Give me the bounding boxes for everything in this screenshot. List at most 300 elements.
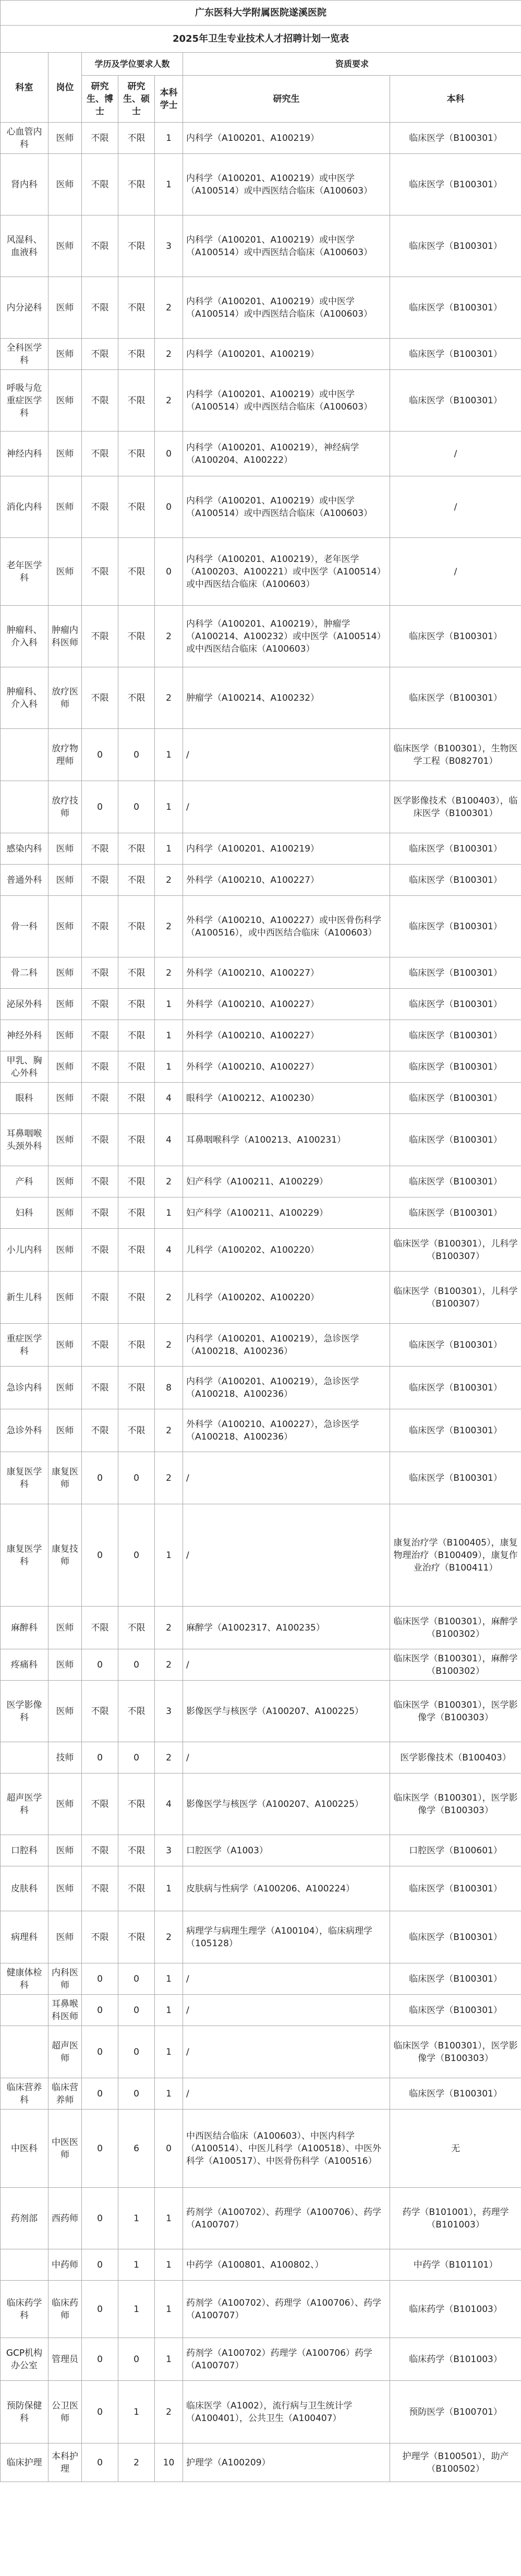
cell-bachelor: 1 bbox=[155, 2281, 183, 2338]
cell-grad-req: 中西医结合临床（A100603）、中医内科学（A100514）、中医儿科学（A100518）、中医外科学（A100517）、中医骨伤科学（A100516） bbox=[183, 2110, 390, 2188]
cell-phd: 0 bbox=[82, 729, 118, 781]
cell-grad-req: / bbox=[183, 729, 390, 781]
cell-post: 医师 bbox=[49, 1166, 82, 1197]
table-row bbox=[1, 2443, 521, 2482]
cell-post: 医师 bbox=[49, 1835, 82, 1866]
cell-master: 不限 bbox=[118, 896, 155, 957]
cell-ug-req: 临床医学（B100301） bbox=[390, 1367, 521, 1409]
cell-phd: 不限 bbox=[82, 1324, 118, 1367]
table-row bbox=[1, 2281, 521, 2338]
cell-phd: 0 bbox=[82, 2078, 118, 2110]
table-row bbox=[1, 1083, 521, 1114]
cell-grad-req: 内科学（A100201、A100219），急诊医学（A100218、A100236） bbox=[183, 1324, 390, 1367]
cell-bachelor: 1 bbox=[155, 2338, 183, 2381]
cell-post: 医师 bbox=[49, 1649, 82, 1681]
cell-post: 医师 bbox=[49, 865, 82, 896]
table-row bbox=[1, 1911, 521, 1963]
cell-master: 0 bbox=[118, 1649, 155, 1681]
cell-bachelor: 2 bbox=[155, 370, 183, 432]
cell-grad-req: 眼科学（A100212、A100230） bbox=[183, 1083, 390, 1114]
cell-phd: 不限 bbox=[82, 1051, 118, 1083]
cell-phd: 不限 bbox=[82, 1367, 118, 1409]
cell-master: 不限 bbox=[118, 1114, 155, 1166]
cell-master: 不限 bbox=[118, 989, 155, 1020]
cell-ug-req: 临床医学（B100301），医学影像学（B100303） bbox=[390, 1774, 521, 1835]
table-row bbox=[1, 833, 521, 865]
cell-grad-req: 药剂学（A100702）、药理学（A100706）、药学（A100707） bbox=[183, 2188, 390, 2249]
cell-grad-req: 内科学（A100201、A100219） bbox=[183, 833, 390, 865]
cell-post: 医师 bbox=[49, 1367, 82, 1409]
cell-grad-req: 内科学（A100201、A100219）或中医学（A100514）或中西医结合临床（A100603） bbox=[183, 154, 390, 215]
cell-ug-req: 临床医学（B100301），麻醉学（B100302） bbox=[390, 1649, 521, 1681]
cell-bachelor: 0 bbox=[155, 2110, 183, 2188]
table-row bbox=[1, 277, 521, 339]
cell-post: 医师 bbox=[49, 432, 82, 476]
cell-phd: 不限 bbox=[82, 476, 118, 538]
cell-bachelor: 1 bbox=[155, 1504, 183, 1607]
cell-ug-req: 临床医学（B100301） bbox=[390, 1963, 521, 1995]
cell-dept: 麻醉科 bbox=[1, 1607, 49, 1649]
cell-bachelor: 2 bbox=[155, 1452, 183, 1504]
cell-bachelor: 2 bbox=[155, 1166, 183, 1197]
cell-bachelor: 0 bbox=[155, 538, 183, 606]
cell-phd: 不限 bbox=[82, 957, 118, 989]
cell-master: 不限 bbox=[118, 154, 155, 215]
table-row bbox=[1, 2110, 521, 2188]
cell-phd: 不限 bbox=[82, 215, 118, 277]
cell-phd: 不限 bbox=[82, 339, 118, 370]
cell-master: 不限 bbox=[118, 277, 155, 339]
cell-master: 不限 bbox=[118, 957, 155, 989]
cell-post: 临床营养师 bbox=[49, 2078, 82, 2110]
page-title: 广东医科大学附属医院遂溪医院 bbox=[1, 1, 521, 26]
cell-master: 1 bbox=[118, 2249, 155, 2281]
cell-bachelor: 2 bbox=[155, 1911, 183, 1963]
table-row bbox=[1, 2078, 521, 2110]
cell-bachelor: 1 bbox=[155, 729, 183, 781]
cell-bachelor: 2 bbox=[155, 1649, 183, 1681]
cell-ug-req: 临床医学（B100301） bbox=[390, 154, 521, 215]
cell-grad-req: 儿科学（A100202、A100220） bbox=[183, 1272, 390, 1324]
cell-ug-req: 临床医学（B100301），生物医学工程（B082701） bbox=[390, 729, 521, 781]
cell-phd: 0 bbox=[82, 1452, 118, 1504]
cell-bachelor: 2 bbox=[155, 1272, 183, 1324]
cell-dept: 肾内科 bbox=[1, 154, 49, 215]
cell-grad-req: 药剂学（A100702）、药理学（A100706）、药学（A100707） bbox=[183, 2281, 390, 2338]
cell-grad-req: 肿瘤学（A100214、A100232） bbox=[183, 667, 390, 729]
header-dept: 科室 bbox=[1, 53, 49, 123]
cell-dept: 妇科 bbox=[1, 1197, 49, 1229]
cell-phd: 不限 bbox=[82, 1774, 118, 1835]
cell-post: 康复技师 bbox=[49, 1504, 82, 1607]
cell-dept: 肿瘤科、介入科 bbox=[1, 667, 49, 729]
cell-post: 医师 bbox=[49, 339, 82, 370]
cell-grad-req: / bbox=[183, 781, 390, 833]
cell-phd: 不限 bbox=[82, 989, 118, 1020]
cell-dept: 医学影像科 bbox=[1, 1681, 49, 1742]
cell-phd: 0 bbox=[82, 2381, 118, 2443]
cell-ug-req: 中药学（B101101） bbox=[390, 2249, 521, 2281]
cell-master: 不限 bbox=[118, 538, 155, 606]
cell-phd: 不限 bbox=[82, 1083, 118, 1114]
cell-post: 公卫医师 bbox=[49, 2381, 82, 2443]
cell-bachelor: 1 bbox=[155, 123, 183, 154]
cell-dept: 小儿内科 bbox=[1, 1229, 49, 1272]
cell-dept: 急诊内科 bbox=[1, 1367, 49, 1409]
cell-grad-req: 内科学（A100201、A100219）或中医学（A100514）或中西医结合临床（A100603） bbox=[183, 215, 390, 277]
cell-phd: 不限 bbox=[82, 1166, 118, 1197]
cell-master: 0 bbox=[118, 2338, 155, 2381]
cell-grad-req: 病理学与病理生理学（A100104），临床病理学（105128） bbox=[183, 1911, 390, 1963]
table-row bbox=[1, 896, 521, 957]
cell-master: 0 bbox=[118, 1452, 155, 1504]
table-row bbox=[1, 1504, 521, 1607]
cell-post: 医师 bbox=[49, 1229, 82, 1272]
cell-phd: 0 bbox=[82, 2026, 118, 2078]
cell-grad-req: 儿科学（A100202、A100220） bbox=[183, 1229, 390, 1272]
cell-phd: 不限 bbox=[82, 1197, 118, 1229]
table-row bbox=[1, 1774, 521, 1835]
cell-dept: 消化内科 bbox=[1, 476, 49, 538]
cell-bachelor: 1 bbox=[155, 1197, 183, 1229]
cell-ug-req: 临床医学（B100301） bbox=[390, 865, 521, 896]
cell-post: 医师 bbox=[49, 1272, 82, 1324]
cell-bachelor: 4 bbox=[155, 1774, 183, 1835]
cell-master: 不限 bbox=[118, 339, 155, 370]
cell-grad-req: 外科学（A100210、A100227） bbox=[183, 865, 390, 896]
cell-post: 放疗医师 bbox=[49, 667, 82, 729]
cell-phd: 不限 bbox=[82, 1409, 118, 1452]
cell-grad-req: 妇产科学（A100211、A100229） bbox=[183, 1197, 390, 1229]
cell-master: 0 bbox=[118, 729, 155, 781]
cell-master: 不限 bbox=[118, 1607, 155, 1649]
cell-post: 中药师 bbox=[49, 2249, 82, 2281]
cell-master: 不限 bbox=[118, 1197, 155, 1229]
cell-grad-req: 内科学（A100201、A100219）或中医学（A100514）或中西医结合临床（A100603） bbox=[183, 370, 390, 432]
cell-grad-req: / bbox=[183, 2078, 390, 2110]
cell-dept: 临床营养科 bbox=[1, 2078, 49, 2110]
cell-post: 技师 bbox=[49, 1742, 82, 1774]
cell-phd: 不限 bbox=[82, 370, 118, 432]
cell-grad-req: 内科学（A100201、A100219），老年医学（A100203、A100221）或中医学（A100514）或中西医结合临床（A100603） bbox=[183, 538, 390, 606]
cell-bachelor: 2 bbox=[155, 1409, 183, 1452]
cell-post: 医师 bbox=[49, 538, 82, 606]
cell-master: 0 bbox=[118, 781, 155, 833]
cell-bachelor: 2 bbox=[155, 339, 183, 370]
cell-ug-req: 临床医学（B100301），麻醉学（B100302） bbox=[390, 1607, 521, 1649]
cell-dept: 老年医学科 bbox=[1, 538, 49, 606]
table-row bbox=[1, 538, 521, 606]
cell-bachelor: 2 bbox=[155, 896, 183, 957]
cell-dept: 中医科 bbox=[1, 2110, 49, 2188]
cell-phd: 不限 bbox=[82, 123, 118, 154]
table-row bbox=[1, 1272, 521, 1324]
cell-grad-req: 内科学（A100201、A100219）或中医学（A100514）或中西医结合临床（A100603） bbox=[183, 277, 390, 339]
cell-grad-req: 影像医学与核医学（A100207、A100225） bbox=[183, 1774, 390, 1835]
cell-post: 管理员 bbox=[49, 2338, 82, 2381]
table-row bbox=[1, 123, 521, 154]
cell-master: 0 bbox=[118, 2026, 155, 2078]
cell-bachelor: 0 bbox=[155, 476, 183, 538]
cell-dept: 康复医学科 bbox=[1, 1504, 49, 1607]
cell-post: 本科护理 bbox=[49, 2443, 82, 2482]
cell-master: 不限 bbox=[118, 123, 155, 154]
cell-bachelor: 3 bbox=[155, 215, 183, 277]
cell-bachelor: 1 bbox=[155, 1866, 183, 1911]
table-row bbox=[1, 1963, 521, 1995]
cell-bachelor: 2 bbox=[155, 277, 183, 339]
cell-ug-req: 临床医学（B100301） bbox=[390, 1866, 521, 1911]
cell-phd: 不限 bbox=[82, 1607, 118, 1649]
cell-phd: 0 bbox=[82, 781, 118, 833]
cell-dept: 耳鼻咽喉头颈外科 bbox=[1, 1114, 49, 1166]
table-row bbox=[1, 1742, 521, 1774]
cell-dept: 健康体检科 bbox=[1, 1963, 49, 1995]
cell-post: 耳鼻喉科医师 bbox=[49, 1995, 82, 2026]
cell-phd: 0 bbox=[82, 1504, 118, 1607]
table-row bbox=[1, 989, 521, 1020]
cell-master: 不限 bbox=[118, 1409, 155, 1452]
cell-ug-req: 无 bbox=[390, 2110, 521, 2188]
cell-master: 不限 bbox=[118, 1083, 155, 1114]
cell-ug-req: 临床医学（B100301），医学影像学（B100303） bbox=[390, 1681, 521, 1742]
cell-post: 医师 bbox=[49, 1911, 82, 1963]
cell-dept: 预防保健科 bbox=[1, 2381, 49, 2443]
cell-master: 1 bbox=[118, 2381, 155, 2443]
header-edu-group: 学历及学位要求人数 bbox=[82, 53, 183, 76]
cell-phd: 不限 bbox=[82, 896, 118, 957]
cell-post: 医师 bbox=[49, 154, 82, 215]
cell-dept: 泌尿外科 bbox=[1, 989, 49, 1020]
header-post: 岗位 bbox=[49, 53, 82, 123]
cell-ug-req: 临床医学（B100301） bbox=[390, 1020, 521, 1051]
cell-grad-req: 中药学（A100801、A100802、） bbox=[183, 2249, 390, 2281]
table-body bbox=[1, 123, 521, 2482]
table-row bbox=[1, 2381, 521, 2443]
cell-master: 不限 bbox=[118, 1681, 155, 1742]
cell-grad-req: / bbox=[183, 2026, 390, 2078]
cell-dept: 病理科 bbox=[1, 1911, 49, 1963]
cell-post: 医师 bbox=[49, 1324, 82, 1367]
cell-master: 不限 bbox=[118, 1367, 155, 1409]
cell-bachelor: 1 bbox=[155, 2249, 183, 2281]
cell-dept: 康复医学科 bbox=[1, 1452, 49, 1504]
cell-phd: 0 bbox=[82, 1742, 118, 1774]
cell-phd: 0 bbox=[82, 2110, 118, 2188]
header-bachelor: 本科学士 bbox=[155, 76, 183, 123]
cell-bachelor: 8 bbox=[155, 1367, 183, 1409]
cell-dept: 普通外科 bbox=[1, 865, 49, 896]
cell-phd: 不限 bbox=[82, 154, 118, 215]
cell-dept: 心血管内科 bbox=[1, 123, 49, 154]
cell-ug-req: 临床医学（B100301） bbox=[390, 667, 521, 729]
cell-master: 0 bbox=[118, 1963, 155, 1995]
cell-dept: 肿瘤科、介入科 bbox=[1, 606, 49, 667]
table-row bbox=[1, 2338, 521, 2381]
table-row bbox=[1, 1197, 521, 1229]
cell-grad-req: 外科学（A100210、A100227），急诊医学（A100218、A100236） bbox=[183, 1409, 390, 1452]
cell-master: 1 bbox=[118, 2281, 155, 2338]
cell-phd: 0 bbox=[82, 2281, 118, 2338]
table-row bbox=[1, 1607, 521, 1649]
cell-ug-req: 临床医学（B100301） bbox=[390, 1409, 521, 1452]
cell-dept: 内分泌科 bbox=[1, 277, 49, 339]
cell-post: 医师 bbox=[49, 215, 82, 277]
cell-dept bbox=[1, 1742, 49, 1774]
cell-grad-req: 麻醉学（A1002317、A100235） bbox=[183, 1607, 390, 1649]
table-row bbox=[1, 1051, 521, 1083]
cell-bachelor: 2 bbox=[155, 957, 183, 989]
cell-ug-req: 临床医学（B100301） bbox=[390, 896, 521, 957]
cell-grad-req: 内科学（A100201、A100219） bbox=[183, 123, 390, 154]
cell-ug-req: 临床医学（B100301） bbox=[390, 1114, 521, 1166]
cell-post: 医师 bbox=[49, 1020, 82, 1051]
cell-master: 不限 bbox=[118, 1272, 155, 1324]
cell-master: 0 bbox=[118, 2078, 155, 2110]
cell-grad-req: 内科学（A100201、A100219），肿瘤学（A100214、A100232）或中医学（A100514）或中西医结合临床（A100603） bbox=[183, 606, 390, 667]
cell-master: 6 bbox=[118, 2110, 155, 2188]
header-ug-req: 本科 bbox=[390, 76, 521, 123]
cell-ug-req: 临床医学（B100301） bbox=[390, 1083, 521, 1114]
cell-post: 医师 bbox=[49, 370, 82, 432]
cell-post: 医师 bbox=[49, 957, 82, 989]
cell-post: 医师 bbox=[49, 896, 82, 957]
cell-dept bbox=[1, 1995, 49, 2026]
cell-phd: 不限 bbox=[82, 1229, 118, 1272]
cell-bachelor: 4 bbox=[155, 1083, 183, 1114]
cell-post: 医师 bbox=[49, 1197, 82, 1229]
cell-ug-req: 临床医学（B100301） bbox=[390, 957, 521, 989]
table-row bbox=[1, 1114, 521, 1166]
cell-bachelor: 1 bbox=[155, 989, 183, 1020]
table-row bbox=[1, 1409, 521, 1452]
cell-ug-req: 临床药学（B101003） bbox=[390, 2281, 521, 2338]
table-row bbox=[1, 1367, 521, 1409]
cell-bachelor: 2 bbox=[155, 2381, 183, 2443]
cell-bachelor: 4 bbox=[155, 1229, 183, 1272]
cell-master: 0 bbox=[118, 1742, 155, 1774]
cell-master: 不限 bbox=[118, 1835, 155, 1866]
table-row bbox=[1, 1995, 521, 2026]
cell-grad-req: 内科学（A100201、A100219），急诊医学（A100218、A100236） bbox=[183, 1367, 390, 1409]
page-subtitle: 2025年卫生专业技术人才招聘计划一览表 bbox=[1, 26, 521, 53]
cell-phd: 不限 bbox=[82, 538, 118, 606]
cell-grad-req: 皮肤病与性病学（A100206、A100224） bbox=[183, 1866, 390, 1911]
table-row bbox=[1, 781, 521, 833]
table-row bbox=[1, 432, 521, 476]
cell-grad-req: / bbox=[183, 1504, 390, 1607]
cell-dept: 重症医学科 bbox=[1, 1324, 49, 1367]
cell-phd: 不限 bbox=[82, 1835, 118, 1866]
cell-phd: 不限 bbox=[82, 277, 118, 339]
cell-ug-req: 临床医学（B100301） bbox=[390, 277, 521, 339]
header-req-group: 资质要求 bbox=[183, 53, 521, 76]
cell-grad-req: 口腔医学（A1003） bbox=[183, 1835, 390, 1866]
cell-bachelor: 10 bbox=[155, 2443, 183, 2482]
header-phd: 研究生、博士 bbox=[82, 76, 118, 123]
cell-post: 肿瘤内科医师 bbox=[49, 606, 82, 667]
cell-phd: 不限 bbox=[82, 833, 118, 865]
cell-post: 超声医师 bbox=[49, 2026, 82, 2078]
cell-phd: 0 bbox=[82, 2188, 118, 2249]
cell-grad-req: 外科学（A100210、A100227） bbox=[183, 1020, 390, 1051]
table-row bbox=[1, 865, 521, 896]
cell-phd: 不限 bbox=[82, 1114, 118, 1166]
cell-phd: 不限 bbox=[82, 1911, 118, 1963]
table-row bbox=[1, 476, 521, 538]
table-row bbox=[1, 2026, 521, 2078]
cell-master: 不限 bbox=[118, 1911, 155, 1963]
cell-master: 不限 bbox=[118, 1166, 155, 1197]
table-row bbox=[1, 667, 521, 729]
cell-master: 不限 bbox=[118, 1051, 155, 1083]
cell-bachelor: 1 bbox=[155, 1963, 183, 1995]
cell-grad-req: / bbox=[183, 1995, 390, 2026]
cell-dept: GCP机构办公室 bbox=[1, 2338, 49, 2381]
cell-dept: 产科 bbox=[1, 1166, 49, 1197]
cell-ug-req: 临床医学（B100301） bbox=[390, 339, 521, 370]
cell-grad-req: / bbox=[183, 1649, 390, 1681]
cell-master: 不限 bbox=[118, 476, 155, 538]
cell-bachelor: 2 bbox=[155, 667, 183, 729]
cell-grad-req: 内科学（A100201、A100219） bbox=[183, 339, 390, 370]
cell-post: 医师 bbox=[49, 989, 82, 1020]
cell-dept: 眼科 bbox=[1, 1083, 49, 1114]
cell-post: 康复医师 bbox=[49, 1452, 82, 1504]
cell-master: 不限 bbox=[118, 1020, 155, 1051]
cell-ug-req: 临床医学（B100301） bbox=[390, 370, 521, 432]
cell-post: 医师 bbox=[49, 476, 82, 538]
cell-bachelor: 1 bbox=[155, 2078, 183, 2110]
cell-bachelor: 2 bbox=[155, 606, 183, 667]
table-row bbox=[1, 1229, 521, 1272]
table-row bbox=[1, 1166, 521, 1197]
cell-ug-req: 临床医学（B100301） bbox=[390, 1452, 521, 1504]
cell-bachelor: 3 bbox=[155, 1681, 183, 1742]
cell-bachelor: 1 bbox=[155, 781, 183, 833]
cell-dept: 新生儿科 bbox=[1, 1272, 49, 1324]
cell-grad-req: 内科学（A100201、A100219），神经病学（A100204、A100222） bbox=[183, 432, 390, 476]
table-row bbox=[1, 154, 521, 215]
table-row bbox=[1, 1649, 521, 1681]
cell-post: 医师 bbox=[49, 1607, 82, 1649]
table-row bbox=[1, 215, 521, 277]
cell-master: 不限 bbox=[118, 1774, 155, 1835]
cell-post: 放疗物理师 bbox=[49, 729, 82, 781]
cell-dept: 皮肤科 bbox=[1, 1866, 49, 1911]
cell-dept bbox=[1, 781, 49, 833]
cell-master: 不限 bbox=[118, 606, 155, 667]
header-master: 研究生、硕士 bbox=[118, 76, 155, 123]
table-row bbox=[1, 729, 521, 781]
cell-dept: 甲乳、胸心外科 bbox=[1, 1051, 49, 1083]
cell-grad-req: 内科学（A100201、A100219）或中医学（A100514）或中西医结合临床（A100603） bbox=[183, 476, 390, 538]
table-row bbox=[1, 1866, 521, 1911]
cell-grad-req: 护理学（A100209） bbox=[183, 2443, 390, 2482]
cell-grad-req: 药剂学（A100702）药理学（A100706）药学（A100707） bbox=[183, 2338, 390, 2381]
cell-ug-req: 临床医学（B100301） bbox=[390, 606, 521, 667]
cell-master: 不限 bbox=[118, 667, 155, 729]
cell-master: 不限 bbox=[118, 1866, 155, 1911]
cell-master: 0 bbox=[118, 1995, 155, 2026]
cell-bachelor: 1 bbox=[155, 1020, 183, 1051]
cell-dept: 药剂部 bbox=[1, 2188, 49, 2249]
table-row bbox=[1, 2188, 521, 2249]
cell-phd: 不限 bbox=[82, 1272, 118, 1324]
cell-ug-req: 临床医学（B100301） bbox=[390, 1197, 521, 1229]
table-row bbox=[1, 1452, 521, 1504]
cell-grad-req: / bbox=[183, 1742, 390, 1774]
